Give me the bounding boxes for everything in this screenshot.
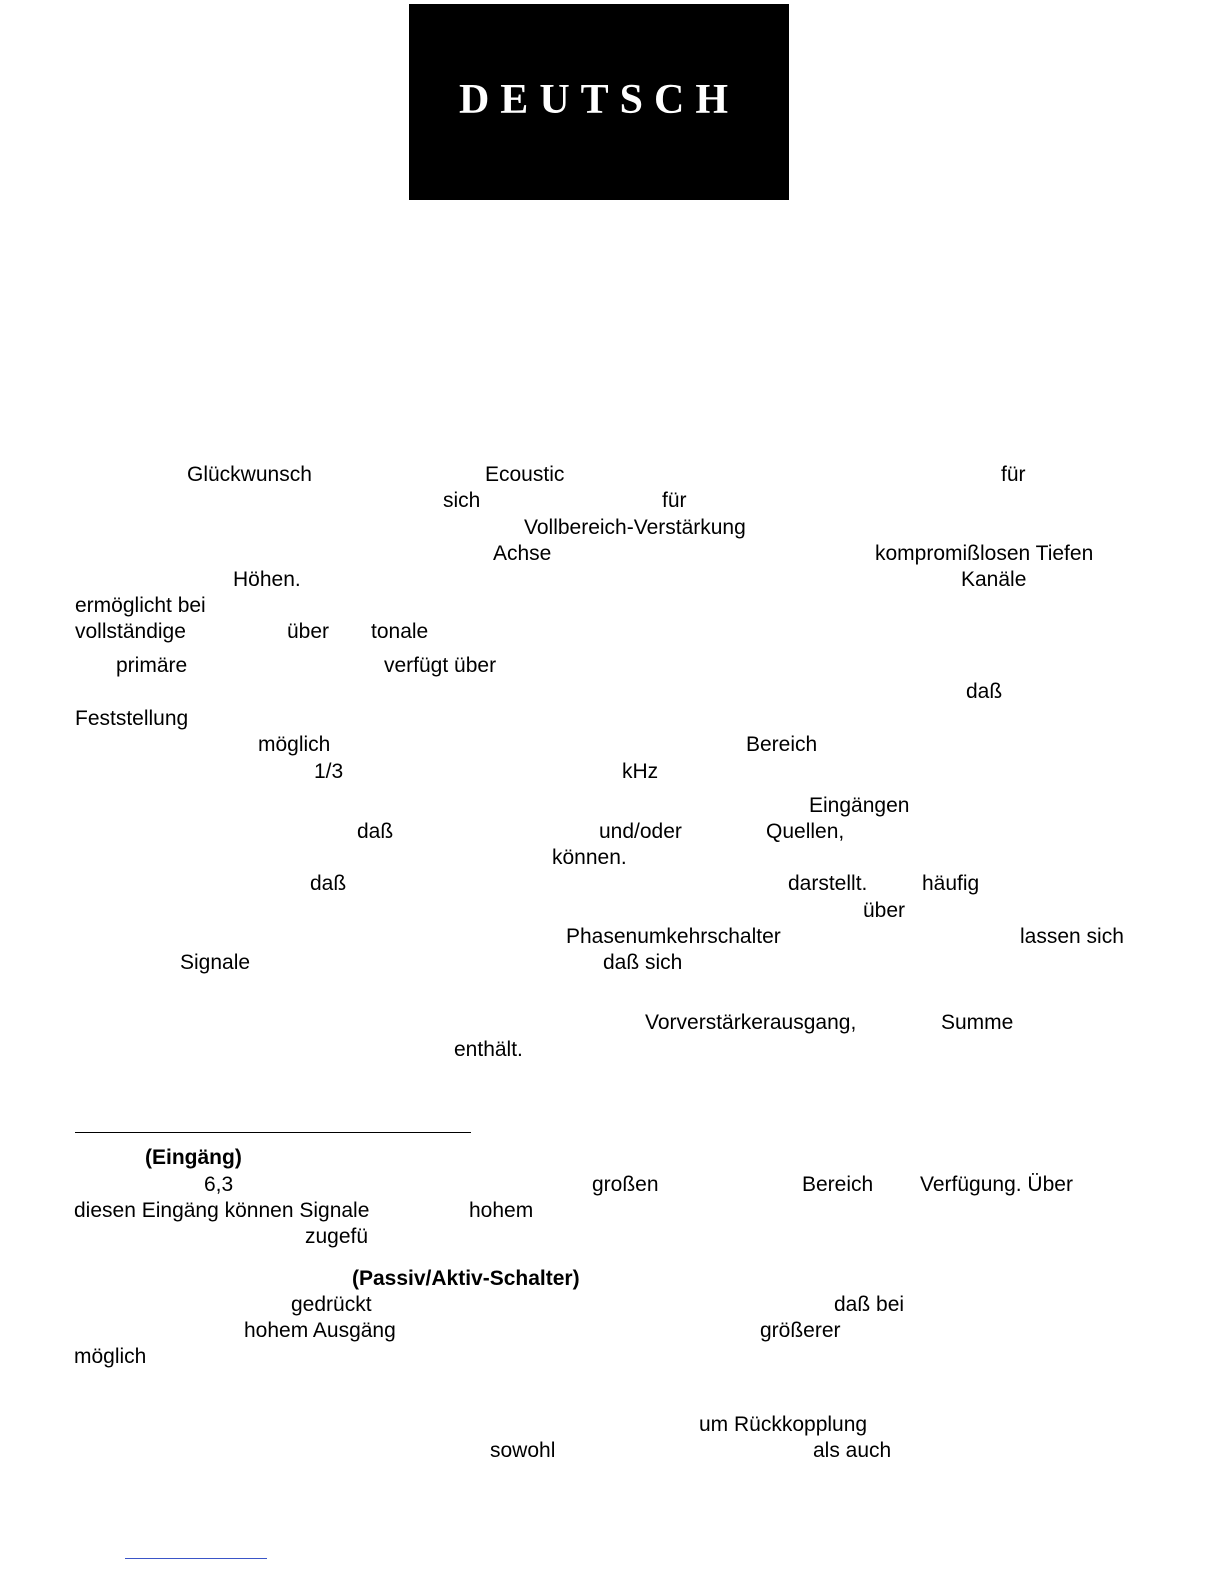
feature-word: darstellt. [788, 872, 868, 895]
intro-word: für [1001, 463, 1026, 486]
language-banner [409, 4, 789, 200]
input-word: diesen Eingäng können Signale [74, 1199, 370, 1222]
intro-word: Kanäle [961, 568, 1027, 591]
feature-word: Quellen, [766, 820, 845, 843]
feature-word: Phasenumkehrschalter [566, 925, 781, 948]
feature-word: 1/3 [314, 760, 344, 783]
feature-word: über [863, 899, 906, 922]
feature-word: können. [552, 846, 627, 869]
intro-word: tonale [371, 620, 429, 643]
feature-word: Signale [180, 951, 251, 974]
intro-word: Vollbereich-Verstärkung [524, 516, 746, 539]
feature-word: lassen sich [1020, 925, 1124, 948]
switch-word: größerer [760, 1319, 841, 1342]
switch-heading: (Passiv/Aktiv-Schalter) [352, 1267, 580, 1290]
feature-word: enthält. [454, 1038, 523, 1061]
feedback-word: um Rückkopplung [699, 1413, 868, 1436]
intro-word: vollständige [75, 620, 186, 643]
feature-word: primäre [116, 654, 188, 677]
feature-word: Summe [941, 1011, 1014, 1034]
feature-word: Eingängen [809, 794, 910, 817]
input-heading: (Eingäng) [145, 1146, 242, 1169]
feature-word: Bereich [746, 733, 818, 756]
feature-word: kHz [622, 760, 659, 783]
switch-word: hohem Ausgäng [244, 1319, 396, 1342]
feature-word: daß [310, 872, 347, 895]
intro-word: Ecoustic [485, 463, 565, 486]
input-word: 6,3 [204, 1173, 234, 1196]
section-divider [75, 1132, 471, 1133]
feature-word: möglich [258, 733, 331, 756]
input-word: Verfügung. Über [920, 1173, 1073, 1196]
feedback-word: sowohl [490, 1439, 556, 1462]
input-word: großen [592, 1173, 659, 1196]
intro-word: Glückwunsch [187, 463, 312, 486]
intro-word: Achse [493, 542, 552, 565]
feature-word: daß [357, 820, 394, 843]
intro-word: für [662, 489, 687, 512]
intro-word: über [287, 620, 330, 643]
feature-word: daß sich [603, 951, 683, 974]
intro-word: kompromißlosen Tiefen [875, 542, 1094, 565]
feature-word: häufig [922, 872, 980, 895]
feature-word: und/oder [599, 820, 682, 843]
input-word: zugefü [305, 1225, 369, 1248]
feedback-word: als auch [813, 1439, 892, 1462]
feature-word: verfügt über [384, 654, 497, 677]
input-word: hohem [469, 1199, 534, 1222]
intro-word: Höhen. [233, 568, 301, 591]
switch-word: möglich [74, 1345, 147, 1368]
intro-word: ermöglicht bei [75, 594, 206, 617]
footnote-rule [125, 1558, 267, 1559]
intro-word: sich [443, 489, 481, 512]
feature-word: daß [966, 680, 1003, 703]
banner-title: DEUTSCH [458, 77, 740, 123]
feature-word: Vorverstärkerausgang, [645, 1011, 857, 1034]
switch-word: gedrückt [291, 1293, 372, 1316]
feature-word: Feststellung [75, 707, 189, 730]
input-word: Bereich [802, 1173, 874, 1196]
switch-word: daß bei [834, 1293, 905, 1316]
